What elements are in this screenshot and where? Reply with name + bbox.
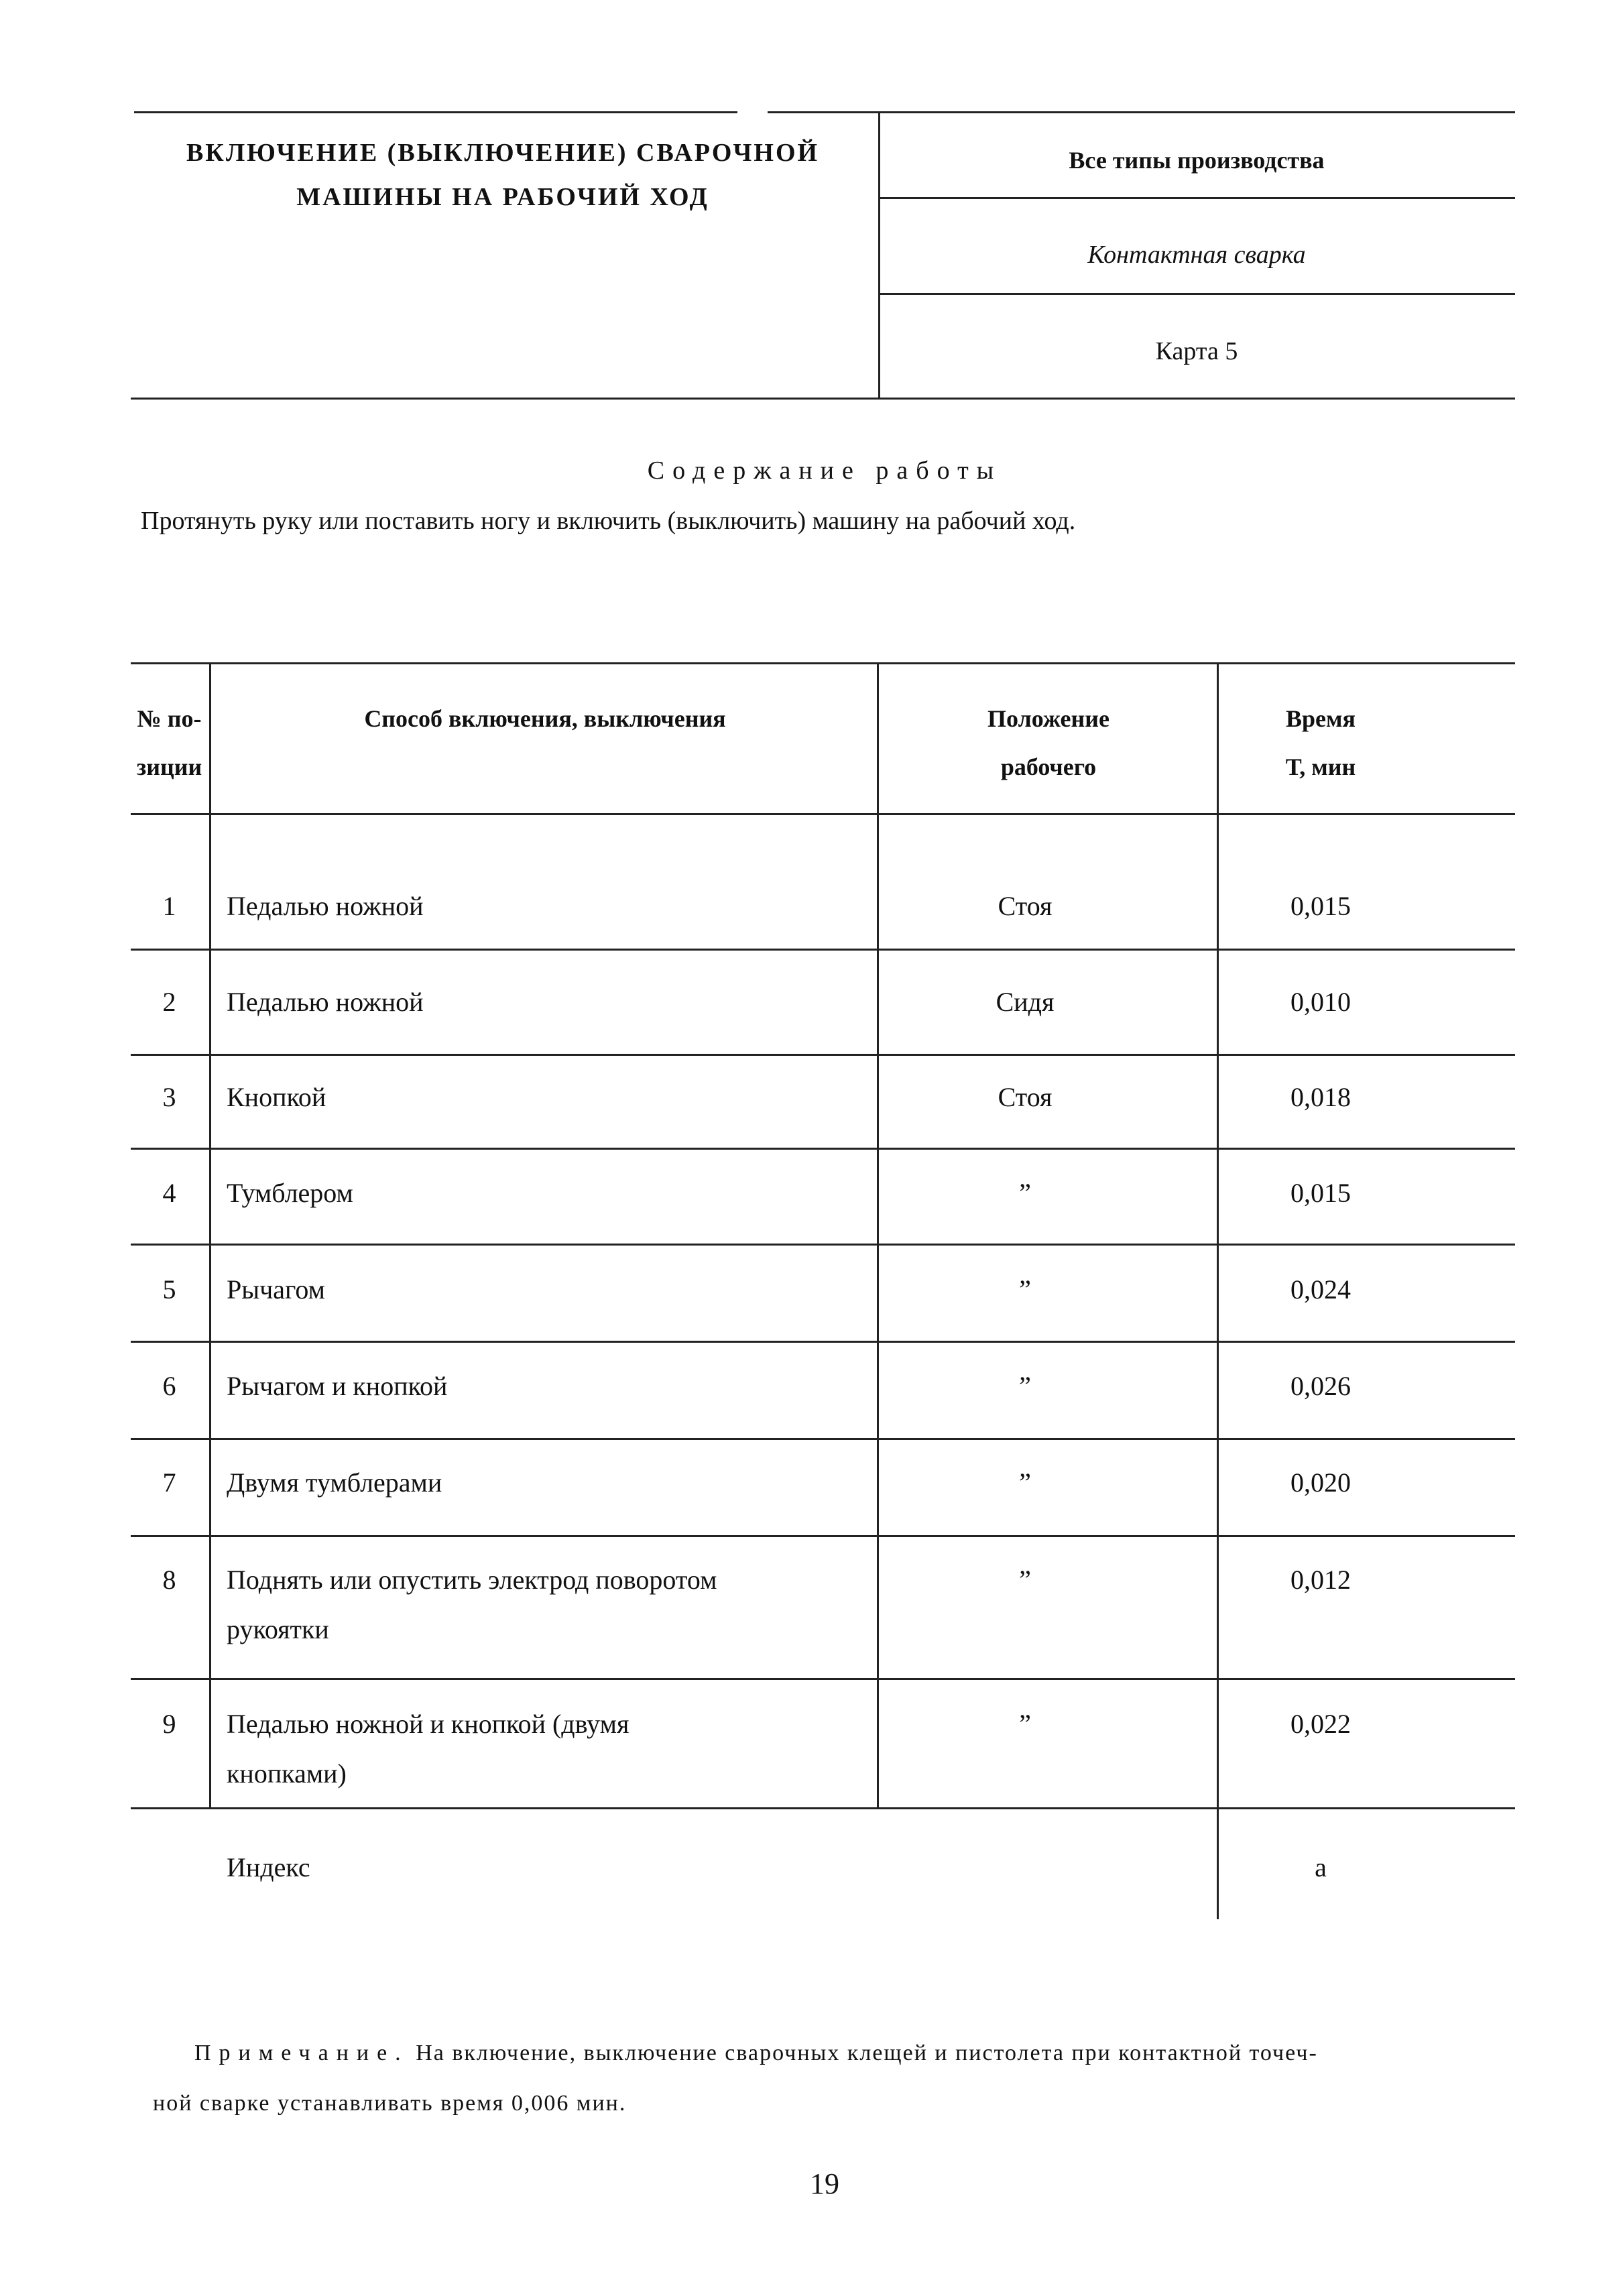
col-header-worker-position-line1: Положение [987,705,1109,732]
col-header-worker-position-line2: рабочего [1000,753,1097,780]
row-worker-position: ” [1019,1178,1031,1208]
row-method-line2: кнопками) [227,1758,347,1789]
production-type: Все типы производства [1069,147,1325,174]
row-worker-position: Сидя [996,987,1055,1017]
row-method [227,1555,870,1654]
col-header-time-line2: Т, мин [1285,753,1356,780]
row-worker-position: Стоя [998,891,1053,921]
index-label: Индекс [227,1852,310,1882]
row-number: 5 [162,1274,176,1305]
content-text: Протянуть руку или поставить ногу и включить (выключить) машину на рабочий ход. [141,507,1076,535]
row-number: 6 [162,1371,176,1401]
row-time: 0,015 [1290,891,1351,921]
note-text-line1: На включение, выключение сварочных клещей и пистолета при контактной точеч- [416,2041,1318,2065]
note-label: Примечание. [194,2041,409,2065]
process-type: Контактная сварка [1087,241,1306,269]
row-worker-position: ” [1019,1371,1031,1401]
row-method: Рычагом [227,1274,325,1305]
row-method: Педалью ножной [227,987,424,1017]
row-method [227,1699,870,1799]
row-number: 7 [162,1467,176,1498]
page-number: 19 [810,2167,839,2200]
col-header-position-no [131,694,208,791]
header-title-line1: ВКЛЮЧЕНИЕ (ВЫКЛЮЧЕНИЕ) СВАРОЧНОЙ [186,139,820,167]
row-number: 2 [162,987,176,1017]
row-time: 0,024 [1290,1274,1351,1305]
row-number: 9 [162,1709,176,1739]
row-time: 0,015 [1290,1178,1351,1208]
row-method: Рычагом и кнопкой [227,1371,448,1401]
card-number: Карта 5 [1155,337,1238,365]
row-worker-position: ” [1019,1709,1031,1739]
row-method: Тумблером [227,1178,353,1208]
row-worker-position: Стоя [998,1082,1053,1112]
col-header-position-no-line2: зиции [136,753,202,780]
row-time: 0,020 [1290,1467,1351,1498]
col-header-worker-position [881,694,1216,791]
row-method: Двумя тумблерами [227,1467,442,1498]
row-method-line2: рукоятки [227,1614,329,1644]
col-header-time-line1: Время [1285,705,1356,732]
row-method-line1: Педалью ножной и кнопкой (двумя [227,1709,629,1739]
row-time: 0,010 [1290,987,1351,1017]
row-worker-position: ” [1019,1467,1031,1498]
index-value: а [1315,1852,1327,1882]
col-header-method: Способ включения, выключения [364,705,726,732]
row-time: 0,026 [1290,1371,1351,1401]
row-number: 1 [162,891,176,921]
header-title-line2: МАШИНЫ НА РАБОЧИЙ ХОД [296,183,709,211]
col-header-time [1220,694,1421,791]
note-line1 [194,2028,1522,2079]
row-method: Педалью ножной [227,891,424,921]
col-header-position-no-line1: № по- [137,705,202,732]
row-time: 0,012 [1290,1565,1351,1595]
note-line2: ной сварке устанавливать время 0,006 мин. [153,2091,627,2116]
row-worker-position: ” [1019,1565,1031,1595]
row-number: 8 [162,1565,176,1595]
row-method-line1: Поднять или опустить электрод поворотом [227,1565,717,1595]
content-heading: Содержание работы [647,457,1002,485]
row-method: Кнопкой [227,1082,326,1112]
row-time: 0,022 [1290,1709,1351,1739]
row-worker-position: ” [1019,1274,1031,1305]
row-time: 0,018 [1290,1082,1351,1112]
row-number: 3 [162,1082,176,1112]
row-number: 4 [162,1178,176,1208]
